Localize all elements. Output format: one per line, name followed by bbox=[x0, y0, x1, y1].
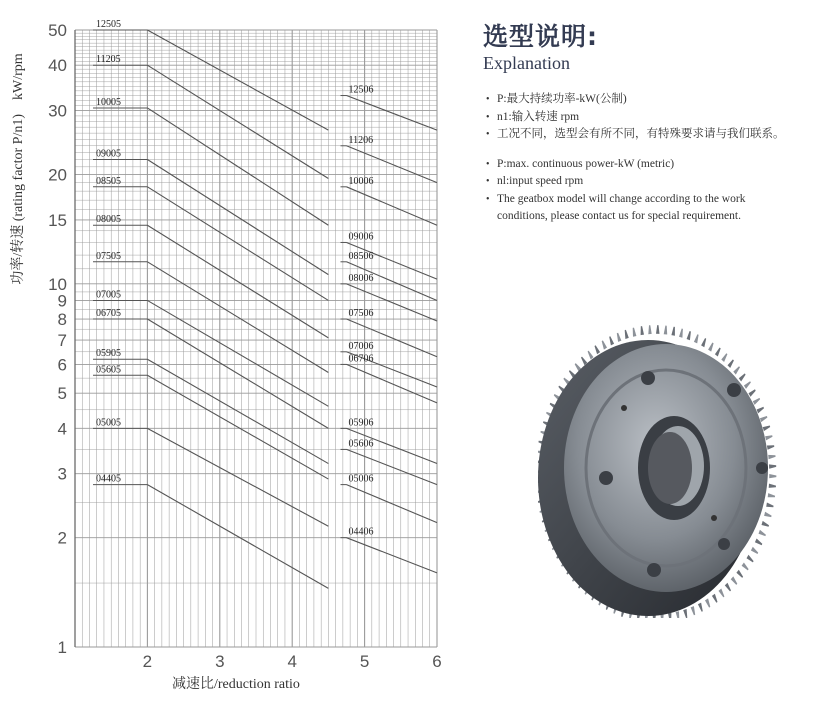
series-label: 11205 bbox=[96, 54, 121, 66]
series-label: 05905 bbox=[96, 348, 121, 360]
gear-tooth bbox=[731, 576, 738, 585]
y-tick-label: 9 bbox=[57, 291, 67, 311]
gear-tooth bbox=[687, 331, 691, 340]
gear-tooth bbox=[768, 455, 775, 459]
series-label: 05605 bbox=[96, 364, 121, 376]
gear-tooth bbox=[733, 366, 740, 374]
series-label: 05606 bbox=[348, 438, 374, 450]
gear-tooth bbox=[595, 345, 601, 354]
series-label: 12505 bbox=[96, 19, 121, 30]
gear-tooth bbox=[683, 609, 687, 618]
gear-tooth bbox=[739, 373, 746, 381]
gear-tooth bbox=[617, 333, 622, 342]
gear-tooth bbox=[768, 493, 775, 497]
note-en-conditions bbox=[486, 191, 826, 226]
note-cn-power: • P:最大持续功率-kW(公制) bbox=[486, 91, 826, 109]
series-line-09005 bbox=[147, 159, 328, 274]
gear-tooth bbox=[676, 611, 680, 618]
gear-tooth bbox=[698, 603, 703, 612]
series-label: 05906 bbox=[348, 417, 374, 429]
series-label: 10005 bbox=[96, 96, 121, 108]
y-tick-label: 1 bbox=[57, 638, 67, 657]
gear-tooth bbox=[641, 326, 644, 335]
series-label: 12506 bbox=[348, 84, 374, 96]
gear-tooth bbox=[763, 426, 771, 432]
series-label: 07506 bbox=[348, 308, 374, 320]
series-label: 05006 bbox=[348, 473, 374, 485]
gear-tooth bbox=[755, 539, 762, 546]
gear-tooth bbox=[751, 547, 758, 554]
series-label: 07505 bbox=[96, 250, 121, 262]
explanation-notes bbox=[486, 91, 826, 226]
series-line-08005 bbox=[147, 225, 328, 338]
series-label: 11206 bbox=[348, 134, 374, 146]
gear-tooth bbox=[766, 503, 773, 508]
note-cn-speed: • n1:输入转速 rpm bbox=[486, 109, 826, 127]
y-tick-label: 40 bbox=[48, 56, 67, 76]
gear-tooth bbox=[728, 359, 734, 368]
y-axis-unit: kW/rpm bbox=[11, 53, 26, 100]
gear-tooth bbox=[679, 329, 683, 338]
gear-tooth bbox=[753, 398, 760, 405]
gear-photo bbox=[538, 318, 788, 618]
gear-tooth bbox=[648, 325, 651, 334]
series-line-06706 bbox=[347, 364, 438, 403]
gear-tooth bbox=[664, 326, 668, 335]
y-tick-label: 6 bbox=[57, 355, 67, 375]
y-tick-label: 8 bbox=[57, 310, 67, 330]
x-tick-label: 3 bbox=[215, 652, 225, 671]
gear-tooth bbox=[747, 555, 754, 563]
gear-tooth bbox=[757, 407, 764, 414]
gear-tooth bbox=[588, 351, 594, 360]
gear-tooth bbox=[719, 589, 725, 598]
series-label: 08506 bbox=[348, 250, 374, 262]
gear-tooth bbox=[769, 464, 776, 468]
series-label: 04405 bbox=[96, 473, 121, 485]
series-line-11205 bbox=[147, 65, 328, 178]
y-tick-label: 30 bbox=[48, 101, 67, 121]
gear-tooth bbox=[736, 570, 743, 578]
x-tick-label: 6 bbox=[432, 652, 442, 671]
series-label: 06706 bbox=[348, 353, 374, 365]
note-en-speed: • nl:input speed rpm bbox=[486, 173, 826, 191]
gear-tooth bbox=[602, 340, 607, 349]
series-label: 08005 bbox=[96, 214, 121, 226]
note-en-power: • P:max. continuous power-kW (metric) bbox=[486, 156, 826, 174]
gear-tooth bbox=[742, 563, 749, 571]
y-tick-label: 3 bbox=[57, 464, 67, 484]
gear-tooth bbox=[691, 606, 696, 615]
series-line-05006 bbox=[347, 485, 438, 523]
y-axis-title bbox=[7, 19, 29, 319]
x-tick-label: 2 bbox=[142, 652, 153, 671]
series-label: 07006 bbox=[348, 340, 374, 352]
series-line-07505 bbox=[147, 262, 328, 373]
series-label: 07005 bbox=[96, 289, 121, 301]
gear-tooth bbox=[721, 353, 727, 362]
y-tick-label: 7 bbox=[57, 331, 67, 351]
y-tick-label: 10 bbox=[48, 274, 67, 294]
x-tick-label: 5 bbox=[359, 652, 370, 671]
series-line-04405 bbox=[147, 485, 328, 589]
series-label: 09006 bbox=[348, 231, 374, 243]
gear-tooth bbox=[744, 381, 751, 389]
gear-tooth bbox=[762, 521, 770, 527]
gear-tooth bbox=[769, 474, 776, 478]
y-tick-label: 2 bbox=[57, 528, 67, 548]
gear-tooth bbox=[767, 445, 774, 450]
gear-tooth bbox=[668, 613, 671, 618]
y-tick-label: 4 bbox=[57, 419, 67, 439]
series-label: 10006 bbox=[348, 175, 374, 187]
series-label: 06705 bbox=[96, 308, 121, 320]
gear-tooth bbox=[759, 530, 766, 536]
series-label: 09005 bbox=[96, 148, 121, 160]
series-line-04406 bbox=[347, 538, 438, 573]
x-axis-title: 减速比/reduction ratio bbox=[172, 677, 300, 692]
explanation-subtitle: Explanation bbox=[483, 53, 570, 73]
gear-tooth bbox=[769, 484, 776, 488]
y-tick-label: 15 bbox=[48, 210, 67, 230]
series-label: 04406 bbox=[348, 526, 374, 538]
gear-tooth bbox=[633, 328, 637, 337]
y-tick-label: 50 bbox=[48, 21, 67, 40]
gear-tooth bbox=[705, 598, 710, 607]
gear-tooth bbox=[760, 416, 768, 422]
gear-tooth bbox=[708, 343, 714, 352]
note-cn-conditions: • 工况不同，选型会有所不同，有特殊要求请与我们联系。 bbox=[486, 126, 826, 144]
gear-tooth bbox=[725, 583, 731, 592]
series-line-05005 bbox=[147, 428, 328, 526]
gear-tooth bbox=[694, 334, 699, 343]
explanation-header bbox=[483, 22, 823, 74]
y-tick-label: 5 bbox=[57, 384, 67, 404]
gear-tooth bbox=[765, 435, 772, 440]
note-en-conditions-line1: • The geatbox model will change according to the work bbox=[497, 192, 746, 205]
series-line-12506 bbox=[347, 96, 438, 131]
explanation-title: 选型说明: bbox=[483, 22, 598, 51]
gear-tooth bbox=[701, 338, 706, 347]
y-tick-label: 20 bbox=[48, 165, 67, 185]
gear-tooth bbox=[712, 594, 718, 603]
gear-tooth bbox=[764, 512, 772, 517]
gear-tooth bbox=[671, 327, 675, 336]
gear-tooth bbox=[625, 330, 629, 339]
series-line-12505 bbox=[147, 30, 328, 130]
gear-tooth bbox=[715, 348, 721, 357]
series-label: 08505 bbox=[96, 175, 121, 187]
note-en-conditions-line2: conditions, please contact us for special requirement. bbox=[497, 210, 741, 222]
gear-tooth bbox=[749, 389, 756, 396]
gear-tooth bbox=[656, 325, 660, 334]
gear-tooth bbox=[609, 336, 614, 345]
x-tick-label: 4 bbox=[287, 652, 297, 671]
series-label: 05005 bbox=[96, 417, 121, 429]
y-axis-label: 功率/转速 (rating factor P/n1) bbox=[11, 113, 26, 285]
series-label: 08006 bbox=[348, 272, 374, 284]
